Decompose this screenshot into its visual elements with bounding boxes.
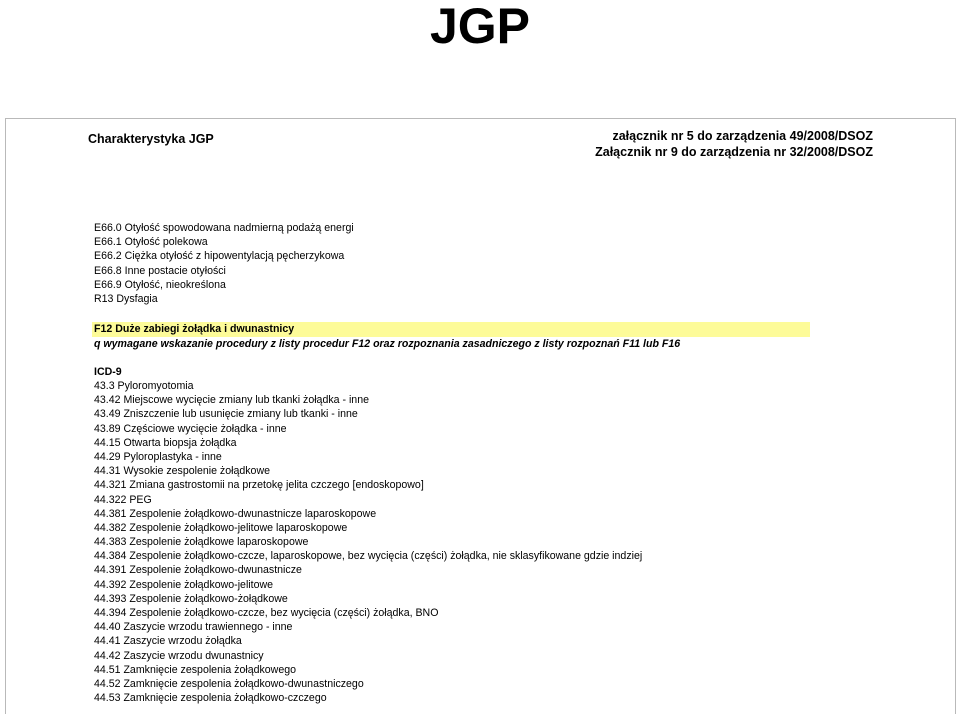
procedure-item: 44.52 Zamknięcie zespolenia żołądkowo-dwunastniczego [94, 677, 364, 690]
procedure-item: 44.393 Zespolenie żołądkowo-żołądkowe [94, 592, 288, 605]
procedure-item: 43.89 Częściowe wycięcie żołądka - inne [94, 422, 287, 435]
diagnosis-item: E66.8 Inne postacie otyłości [94, 264, 226, 277]
document-scan [5, 118, 956, 714]
attachment-reference-2: Załącznik nr 9 do zarządzenia nr 32/2008/DSOZ [595, 145, 873, 159]
procedure-item: 44.391 Zespolenie żołądkowo-dwunastnicze [94, 564, 302, 577]
procedure-item: 44.29 Pyloroplastyka - inne [94, 450, 222, 463]
diagnosis-list [94, 221, 384, 306]
procedure-item: 44.31 Wysokie zespolenie żołądkowe [94, 465, 270, 478]
group-note: q wymagane wskazanie procedury z listy procedur F12 oraz rozpoznania zasadniczego z listy rozpoznań F11 lub F16 [94, 338, 681, 350]
diagnosis-item: R13 Dysfagia [94, 292, 158, 305]
procedure-item: 43.49 Zniszczenie lub usunięcie zmiany lub tkanki - inne [94, 408, 358, 421]
procedure-list [94, 379, 674, 705]
diagnosis-item: E66.0 Otyłość spowodowana nadmierną podażą energi [94, 222, 354, 234]
procedure-item: 44.381 Zespolenie żołądkowo-dwunastnicze laparoskopowe [94, 507, 377, 520]
diagnosis-item: E66.1 Otyłość polekowa [94, 236, 208, 249]
group-title: F12 Duże zabiegi żołądka i dwunastnicy [94, 323, 295, 335]
procedure-item: 44.384 Zespolenie żołądkowo-czcze, laparoskopowe, bez wycięcia (części) żołądka, nie sklasyfikowane gdzie indziej [94, 550, 643, 563]
procedure-item: 44.53 Zamknięcie zespolenia żołądkowo-czczego [94, 692, 327, 705]
procedure-item: 44.383 Zespolenie żołądkowe laparoskopowe [94, 536, 309, 549]
procedure-item: 44.322 PEG [94, 493, 152, 506]
diagnosis-item: E66.9 Otyłość, nieokreślona [94, 278, 226, 291]
diagnosis-item: E66.2 Ciężka otyłość z hipowentylacją pęcherzykowa [94, 250, 345, 263]
procedure-item: 44.321 Zmiana gastrostomii na przetokę jelita czczego [endoskopowo] [94, 479, 424, 492]
procedure-item: 44.41 Zaszycie wrzodu żołądka [94, 635, 242, 648]
procedure-item: 44.40 Zaszycie wrzodu trawiennego - inne [94, 621, 293, 634]
procedure-item: 44.394 Zespolenie żołądkowo-czcze, bez wycięcia (części) żołądka, BNO [94, 607, 439, 619]
procedure-item: 44.382 Zespolenie żołądkowo-jelitowe laparoskopowe [94, 521, 348, 534]
procedure-item: 43.42 Miejscowe wycięcie zmiany lub tkanki żołądka - inne [94, 394, 369, 407]
procedure-item: 44.15 Otwarta biopsja żołądka [94, 436, 237, 449]
document-heading: Charakterystyka JGP [88, 132, 214, 146]
procedure-item: 44.42 Zaszycie wrzodu dwunastnicy [94, 649, 264, 662]
slide-title: JGP [429, 0, 531, 54]
attachment-reference-1: załącznik nr 5 do zarządzenia 49/2008/DSOZ [612, 129, 873, 143]
procedure-item: 44.392 Zespolenie żołądkowo-jelitowe [94, 578, 274, 591]
procedure-item: 44.51 Zamknięcie zespolenia żołądkowego [94, 663, 296, 676]
procedure-item: 43.3 Pyloromyotomia [94, 380, 194, 392]
icd-heading: ICD-9 [94, 366, 122, 378]
